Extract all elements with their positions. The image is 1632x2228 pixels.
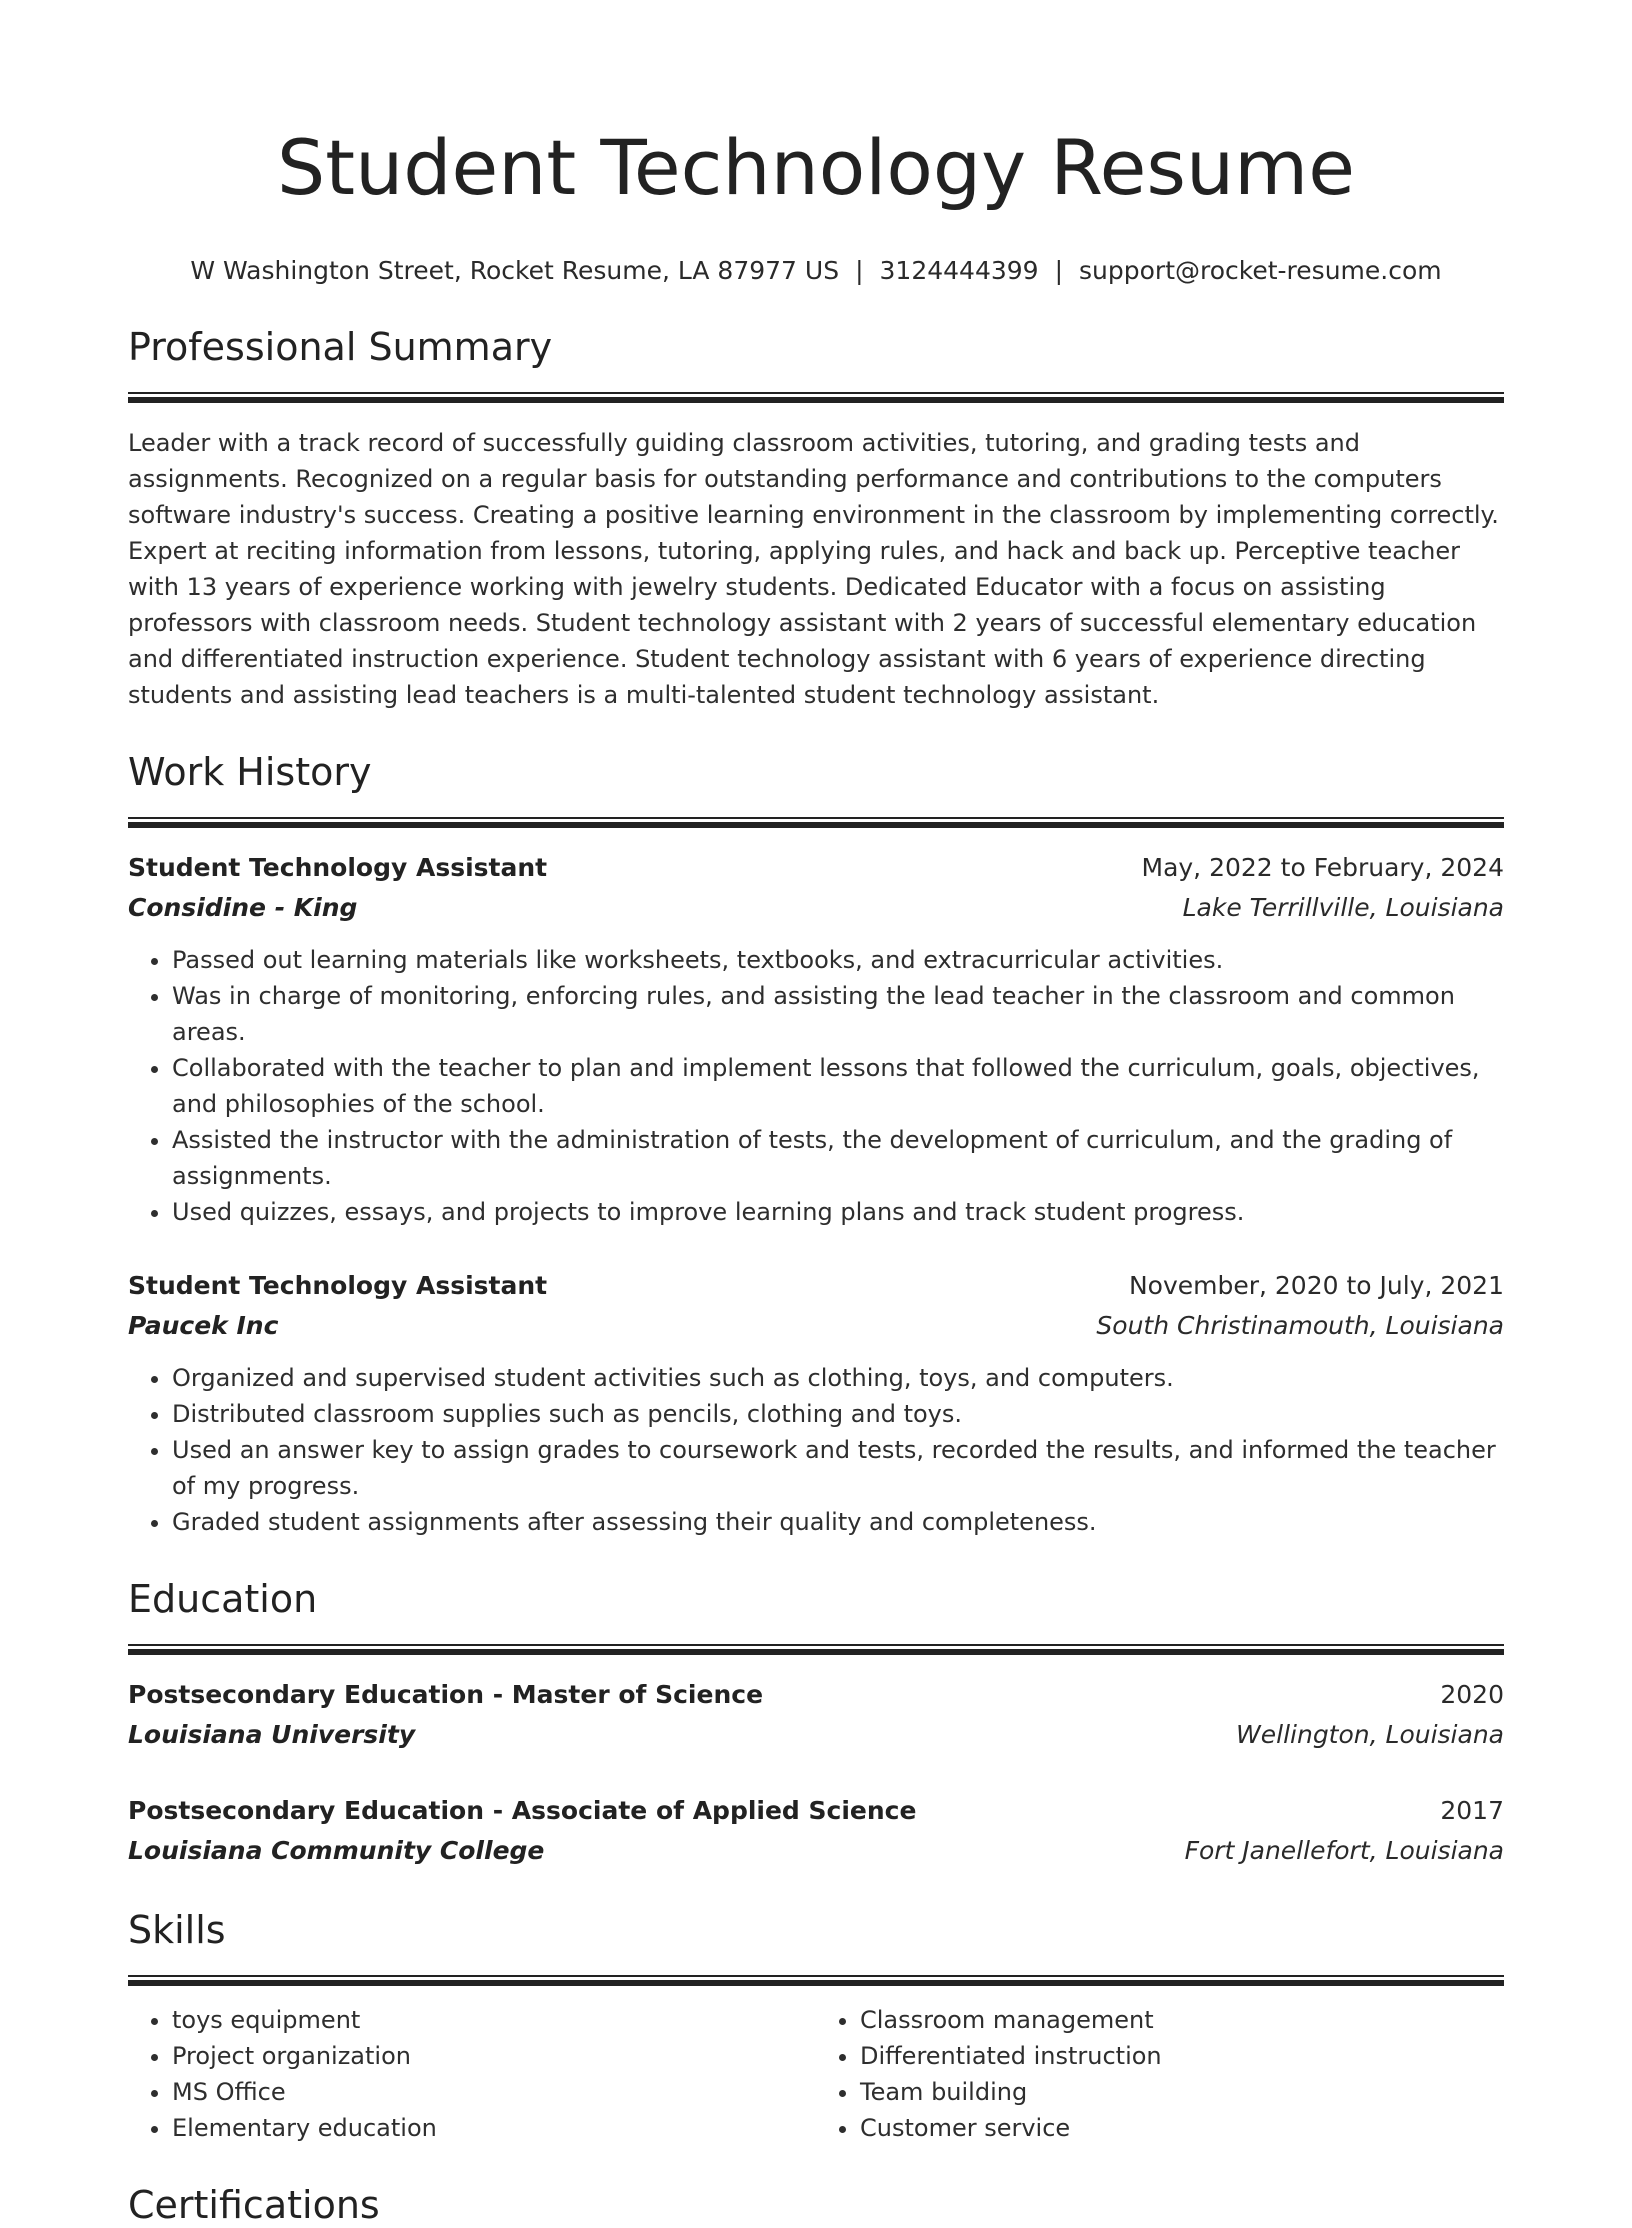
education-school: Louisiana Community College xyxy=(128,1836,545,1865)
job-location: South Christinamouth, Louisiana xyxy=(1096,1311,1504,1340)
list-item: • Classroom management xyxy=(860,2002,1504,2038)
job-title: Student Technology Assistant xyxy=(128,1271,548,1300)
skills-grid xyxy=(128,2002,1504,2146)
job-header-row xyxy=(128,1266,1504,1306)
job-company: Considine - King xyxy=(128,893,358,922)
education-location: Fort Janellefort, Louisiana xyxy=(1184,1836,1504,1865)
education-location: Wellington, Louisiana xyxy=(1236,1720,1504,1749)
section-title: Work History xyxy=(128,750,372,794)
section-title: Skills xyxy=(128,1908,226,1952)
summary-section xyxy=(128,324,1504,713)
list-item: • Was in charge of monitoring, enforcing rules, and assisting the lead teacher in the classroom and common areas. xyxy=(172,978,1504,1050)
list-item: • Elementary education xyxy=(172,2110,816,2146)
list-item: • Used an answer key to assign grades to coursework and tests, recorded the results, and informed the teacher of my progress. xyxy=(172,1432,1504,1504)
summary-text: Leader with a track record of successfully guiding classroom activities, tutoring, and grading tests and assignments. Recognized on a regular basis for outstanding performance and contributions to the computers software industry's success. Creating a positive learning environment in the classroom by implementing correctly. Expert at reciting information from lessons, tutoring, applying rules, and hack and back up. Perceptive teacher with 13 years of experience working with jewelry students. Dedicated Educator with a focus on assisting professors with classroom needs. Student technology assistant with 2 years of successful elementary education and differentiated instruction experience. Student technology assistant with 6 years of experience directing students and assisting lead teachers is a multi-talented student technology assistant. xyxy=(128,429,1499,709)
list-item: • Distributed classroom supplies such as pencils, clothing and toys. xyxy=(172,1396,1504,1432)
education-school-row xyxy=(128,1831,1504,1871)
section-title: Professional Summary xyxy=(128,325,553,369)
job-company-row xyxy=(128,888,1504,928)
section-divider xyxy=(128,1644,1504,1655)
job-company: Paucek Inc xyxy=(128,1311,279,1340)
skills-column-right xyxy=(816,2002,1504,2146)
education-year: 2020 xyxy=(1440,1680,1504,1709)
list-item: • Customer service xyxy=(860,2110,1504,2146)
education-header-row xyxy=(128,1675,1504,1715)
job-dates: May, 2022 to February, 2024 xyxy=(1141,853,1504,882)
education-degree: Postsecondary Education - Master of Science xyxy=(128,1680,764,1709)
education-entry xyxy=(128,1675,1504,1755)
job-company-row xyxy=(128,1306,1504,1346)
contact-line xyxy=(128,254,1504,288)
resume-title: Student Technology Resume xyxy=(277,123,1355,212)
education-degree: Postsecondary Education - Associate of Applied Science xyxy=(128,1796,917,1825)
contact-separator: | xyxy=(855,256,864,285)
job-header-row xyxy=(128,848,1504,888)
list-item: • Organized and supervised student activities such as clothing, toys, and computers. xyxy=(172,1360,1504,1396)
job-dates: November, 2020 to July, 2021 xyxy=(1128,1271,1504,1300)
list-item: • Passed out learning materials like worksheets, textbooks, and extracurricular activities. xyxy=(172,942,1504,978)
list-item: • Collaborated with the teacher to plan and implement lessons that followed the curriculum, goals, objectives, and philosophies of the school. xyxy=(172,1050,1504,1122)
list-item: • MS Office xyxy=(172,2074,816,2110)
contact-phone: 3124444399 xyxy=(879,256,1039,285)
skills-section xyxy=(128,1907,1504,2146)
job-bullets xyxy=(128,942,1504,1230)
skills-column-left xyxy=(128,2002,816,2146)
list-item: • toys equipment xyxy=(172,2002,816,2038)
education-header-row xyxy=(128,1791,1504,1831)
section-divider xyxy=(128,817,1504,828)
job-bullets xyxy=(128,1360,1504,1540)
education-section xyxy=(128,1576,1504,1871)
education-school: Louisiana University xyxy=(128,1720,416,1749)
contact-separator: | xyxy=(1054,256,1064,285)
section-divider xyxy=(128,392,1504,403)
education-entry xyxy=(128,1791,1504,1871)
education-year: 2017 xyxy=(1440,1796,1504,1825)
list-item: • Graded student assignments after assessing their quality and completeness. xyxy=(172,1504,1504,1540)
list-item: • Team building xyxy=(860,2074,1504,2110)
work-history-section xyxy=(128,749,1504,1540)
section-title: Certifications xyxy=(128,2183,380,2227)
contact-email: support@rocket-resume.com xyxy=(1079,256,1442,285)
list-item: • Project organization xyxy=(172,2038,816,2074)
job-location: Lake Terrillville, Louisiana xyxy=(1182,893,1504,922)
section-title: Education xyxy=(128,1577,318,1621)
list-item: • Differentiated instruction xyxy=(860,2038,1504,2074)
job-title: Student Technology Assistant xyxy=(128,853,548,882)
job-entry xyxy=(128,848,1504,1230)
list-item: • Assisted the instructor with the administration of tests, the development of curriculum, and the grading of assignments. xyxy=(172,1122,1504,1194)
job-entry xyxy=(128,1266,1504,1540)
section-divider xyxy=(128,1975,1504,1986)
education-school-row xyxy=(128,1715,1504,1755)
contact-address: W Washington Street, Rocket Resume, LA 87977 US xyxy=(190,256,840,285)
certifications-section xyxy=(128,2182,1504,2228)
list-item: • Used quizzes, essays, and projects to improve learning plans and track student progress. xyxy=(172,1194,1504,1230)
